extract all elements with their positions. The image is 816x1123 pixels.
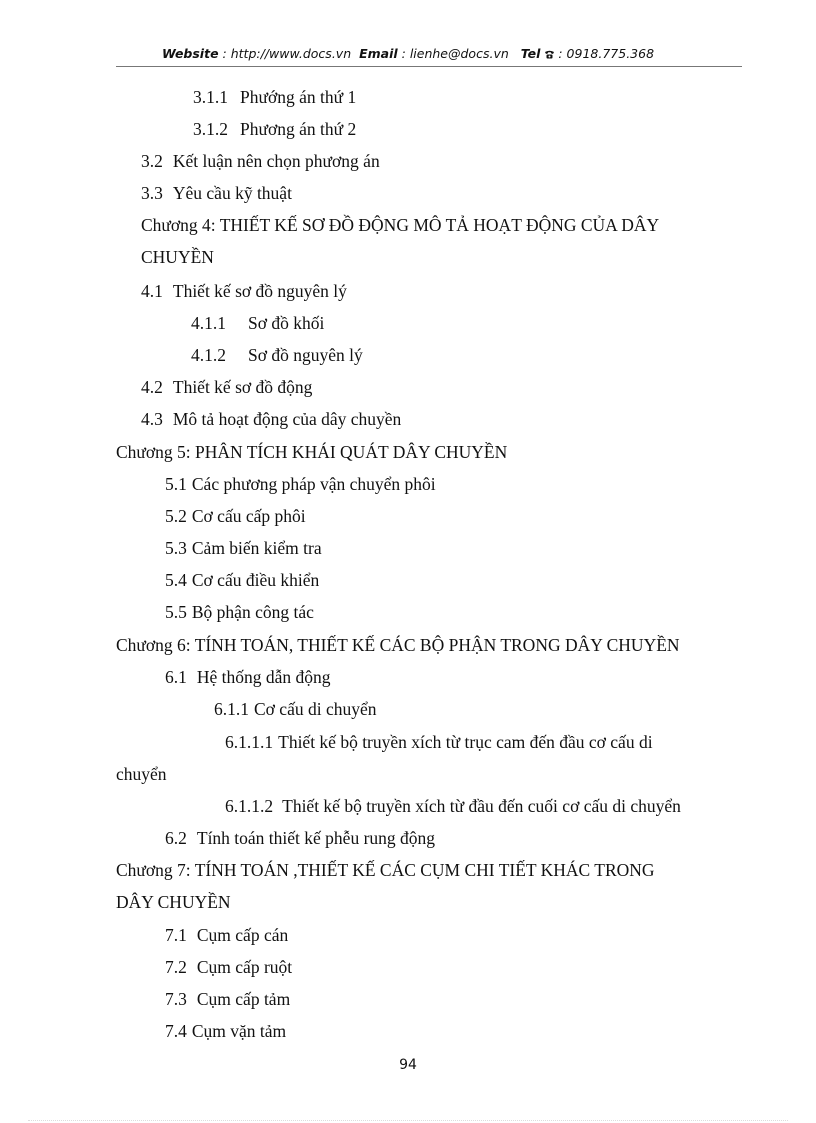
toc-chapter-heading: Chương 6: TÍNH TOÁN, THIẾT KẾ CÁC BỘ PHẬN TRONG DÂY CHUYỀN: [116, 635, 680, 655]
toc-item: 7.2 Cụm cấp ruột: [165, 957, 293, 977]
header-divider: [116, 66, 742, 67]
tel-label: Tel: [520, 46, 541, 61]
toc-item: 4.1 Thiết kế sơ đồ nguyên lý: [141, 281, 347, 301]
toc-item: 6.1.1 Cơ cấu di chuyển: [214, 699, 377, 719]
toc-chapter-heading: Chương 7: TÍNH TOÁN ,THIẾT KẾ CÁC CỤM CHI TIẾT KHÁC TRONG: [116, 860, 655, 880]
toc-item: 4.1.2 Sơ đồ nguyên lý: [191, 345, 363, 365]
toc-item: 5.4 Cơ cấu điều khiển: [165, 570, 320, 590]
toc-item: 6.2 Tính toán thiết kế phễu rung động: [165, 828, 436, 848]
toc-item: 5.1 Các phương pháp vận chuyển phôi: [165, 474, 436, 494]
toc-item: 6.1.1.2 Thiết kế bộ truyền xích từ đầu đến cuối cơ cấu di chuyển: [225, 796, 681, 816]
email-value: : lienhe@docs.vn: [401, 46, 509, 61]
website-value: : http://www.docs.vn: [222, 46, 352, 61]
toc-item: 5.3 Cảm biến kiểm tra: [165, 538, 322, 558]
website-label: Website: [161, 46, 219, 61]
toc-item: 7.3 Cụm cấp tảm: [165, 989, 291, 1009]
email-label: Email: [359, 46, 398, 61]
toc-item: 5.2 Cơ cấu cấp phôi: [165, 506, 306, 526]
toc-chapter-heading-cont: DÂY CHUYỀN: [116, 892, 231, 912]
toc-item: 4.2 Thiết kế sơ đồ động: [141, 377, 313, 397]
page-bottom-border: [28, 1120, 788, 1121]
toc-chapter-heading-cont: CHUYỀN: [141, 247, 214, 267]
toc-item: 7.4 Cụm vặn tảm: [165, 1021, 287, 1041]
toc-item: 3.2 Kết luận nên chọn phương án: [141, 151, 380, 171]
toc-item: 4.3 Mô tả hoạt động của dây chuyền: [141, 409, 402, 429]
toc-item: 7.1 Cụm cấp cán: [165, 925, 289, 945]
phone-icon: [544, 50, 555, 59]
toc-item: 3.3 Yêu cầu kỹ thuật: [141, 183, 292, 203]
toc-chapter-heading: Chương 5: PHÂN TÍCH KHÁI QUÁT DÂY CHUYỀN: [116, 442, 508, 462]
toc-item: 3.1.1 Phướng án thứ 1: [193, 87, 357, 107]
page-header: [0, 46, 816, 61]
toc-item: 6.1 Hệ thống dẫn động: [165, 667, 331, 687]
toc-item-cont: chuyển: [116, 764, 167, 784]
toc-item: 4.1.1 Sơ đồ khối: [191, 313, 325, 333]
tel-value: : 0918.775.368: [558, 46, 655, 61]
toc-item: 3.1.2 Phương án thứ 2: [193, 119, 357, 139]
toc-item: 6.1.1.1 Thiết kế bộ truyền xích từ trục cam đến đầu cơ cấu di: [225, 732, 653, 752]
page-number: 94: [399, 1057, 417, 1073]
toc-item: 5.5 Bộ phận công tác: [165, 602, 314, 622]
toc-chapter-heading: Chương 4: THIẾT KẾ SƠ ĐỒ ĐỘNG MÔ TẢ HOẠT ĐỘNG CỦA DÂY: [141, 215, 660, 235]
